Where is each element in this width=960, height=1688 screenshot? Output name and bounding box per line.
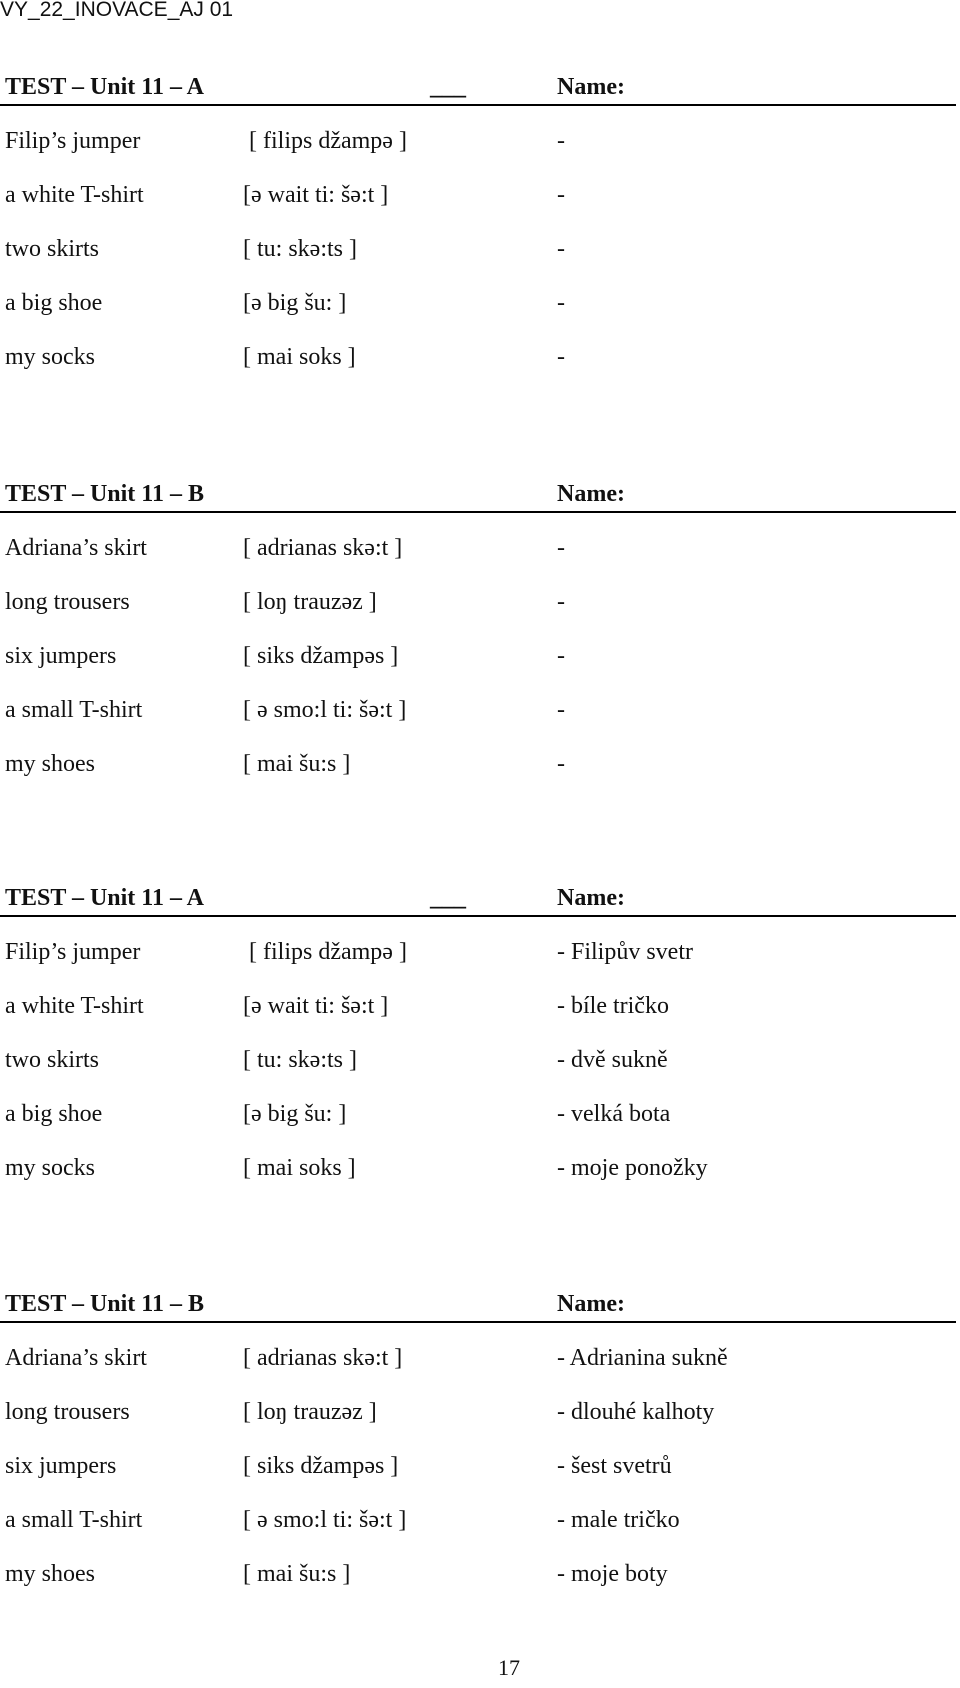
section-title: TEST – Unit 11 – B [5,481,204,507]
vocab-pronunciation: [ ə smo:l ti: šə:t ] [243,1507,407,1533]
vocab-translation: - [557,290,565,316]
vocab-pronunciation: [ loŋ trauzəz ] [243,589,377,615]
vocab-word: a big shoe [5,1101,103,1127]
vocab-pronunciation: [ ə smo:l ti: šə:t ] [243,697,407,723]
vocab-word: six jumpers [5,1453,117,1479]
section-title: TEST – Unit 11 – A [5,885,204,911]
vocab-translation: - dvě sukně [557,1047,668,1073]
vocab-pronunciation: [ mai šu:s ] [243,751,351,777]
section-heading [0,481,956,513]
vocab-translation: - šest svetrů [557,1453,672,1479]
vocab-word: Adriana’s skirt [5,535,147,561]
vocab-row [0,697,960,727]
vocab-translation: - [557,535,565,561]
vocab-pronunciation: [ adrianas skə:t ] [243,535,403,561]
vocab-row [0,1399,960,1429]
vocab-translation: - moje ponožky [557,1155,708,1181]
vocab-row [0,182,960,212]
vocab-word: Adriana’s skirt [5,1345,147,1371]
name-label: Name: [557,1291,625,1317]
vocab-pronunciation: [ tu: skə:ts ] [243,1047,357,1073]
vocab-word: Filip’s jumper [5,939,141,965]
vocab-translation: - moje boty [557,1561,668,1587]
vocab-pronunciation: [ mai šu:s ] [243,1561,351,1587]
vocab-word: a small T-shirt [5,1507,143,1533]
vocab-row [0,344,960,374]
vocab-row [0,1047,960,1077]
vocab-word: my shoes [5,751,95,777]
vocab-row [0,1155,960,1185]
section-heading [0,74,956,106]
vocab-pronunciation: [ə wait ti: šə:t ] [243,182,389,208]
vocab-translation: - Filipův svetr [557,939,693,965]
vocab-word: a white T-shirt [5,182,144,208]
vocab-word: my socks [5,1155,95,1181]
vocab-translation: - [557,236,565,262]
document-header: VY_22_INOVACE_AJ 01 [0,0,234,21]
vocab-row [0,1345,960,1375]
vocab-row [0,1101,960,1131]
vocab-translation: - [557,697,565,723]
vocab-pronunciation: [ mai soks ] [243,344,356,370]
vocab-row [0,535,960,565]
blank-line: ___ [430,74,466,100]
name-label: Name: [557,74,625,100]
vocab-word: a small T-shirt [5,697,143,723]
vocab-word: Filip’s jumper [5,128,141,154]
vocab-word: two skirts [5,1047,100,1073]
vocab-word: long trousers [5,1399,130,1425]
vocab-pronunciation: [ adrianas skə:t ] [243,1345,403,1371]
blank-line: ___ [430,885,466,911]
section-title: TEST – Unit 11 – B [5,1291,204,1317]
vocab-pronunciation: [ filips džampə ] [249,939,407,965]
section-heading [0,885,956,917]
vocab-pronunciation: [ tu: skə:ts ] [243,236,357,262]
vocab-word: a white T-shirt [5,993,144,1019]
vocab-translation: - [557,643,565,669]
vocab-translation: - male tričko [557,1507,680,1533]
vocab-row [0,643,960,673]
vocab-word: a big shoe [5,290,103,316]
vocab-row [0,993,960,1023]
vocab-word: two skirts [5,236,100,262]
page-number: 17 [498,1655,520,1680]
vocab-row [0,939,960,969]
vocab-translation: - Adrianina sukně [557,1345,728,1371]
vocab-word: my shoes [5,1561,95,1587]
vocab-row [0,1453,960,1483]
vocab-pronunciation: [ə big šu: ] [243,290,347,316]
vocab-row [0,589,960,619]
vocab-translation: - [557,589,565,615]
vocab-row [0,290,960,320]
vocab-translation: - [557,128,565,154]
name-label: Name: [557,885,625,911]
vocab-word: my socks [5,344,95,370]
name-label: Name: [557,481,625,507]
vocab-pronunciation: [ə big šu: ] [243,1101,347,1127]
vocab-row [0,1507,960,1537]
vocab-pronunciation: [ filips džampə ] [249,128,407,154]
vocab-pronunciation: [ə wait ti: šə:t ] [243,993,389,1019]
vocab-pronunciation: [ loŋ trauzəz ] [243,1399,377,1425]
vocab-row [0,751,960,781]
vocab-translation: - velká bota [557,1101,671,1127]
vocab-translation: - bíle tričko [557,993,669,1019]
vocab-translation: - [557,182,565,208]
section-title: TEST – Unit 11 – A [5,74,204,100]
vocab-row [0,236,960,266]
vocab-word: long trousers [5,589,130,615]
vocab-translation: - [557,344,565,370]
vocab-pronunciation: [ mai soks ] [243,1155,356,1181]
section-heading [0,1291,956,1323]
vocab-translation: - dlouhé kalhoty [557,1399,715,1425]
vocab-pronunciation: [ siks džampəs ] [243,1453,399,1479]
vocab-translation: - [557,751,565,777]
vocab-word: six jumpers [5,643,117,669]
vocab-row [0,128,960,158]
vocab-row [0,1561,960,1591]
vocab-pronunciation: [ siks džampəs ] [243,643,399,669]
